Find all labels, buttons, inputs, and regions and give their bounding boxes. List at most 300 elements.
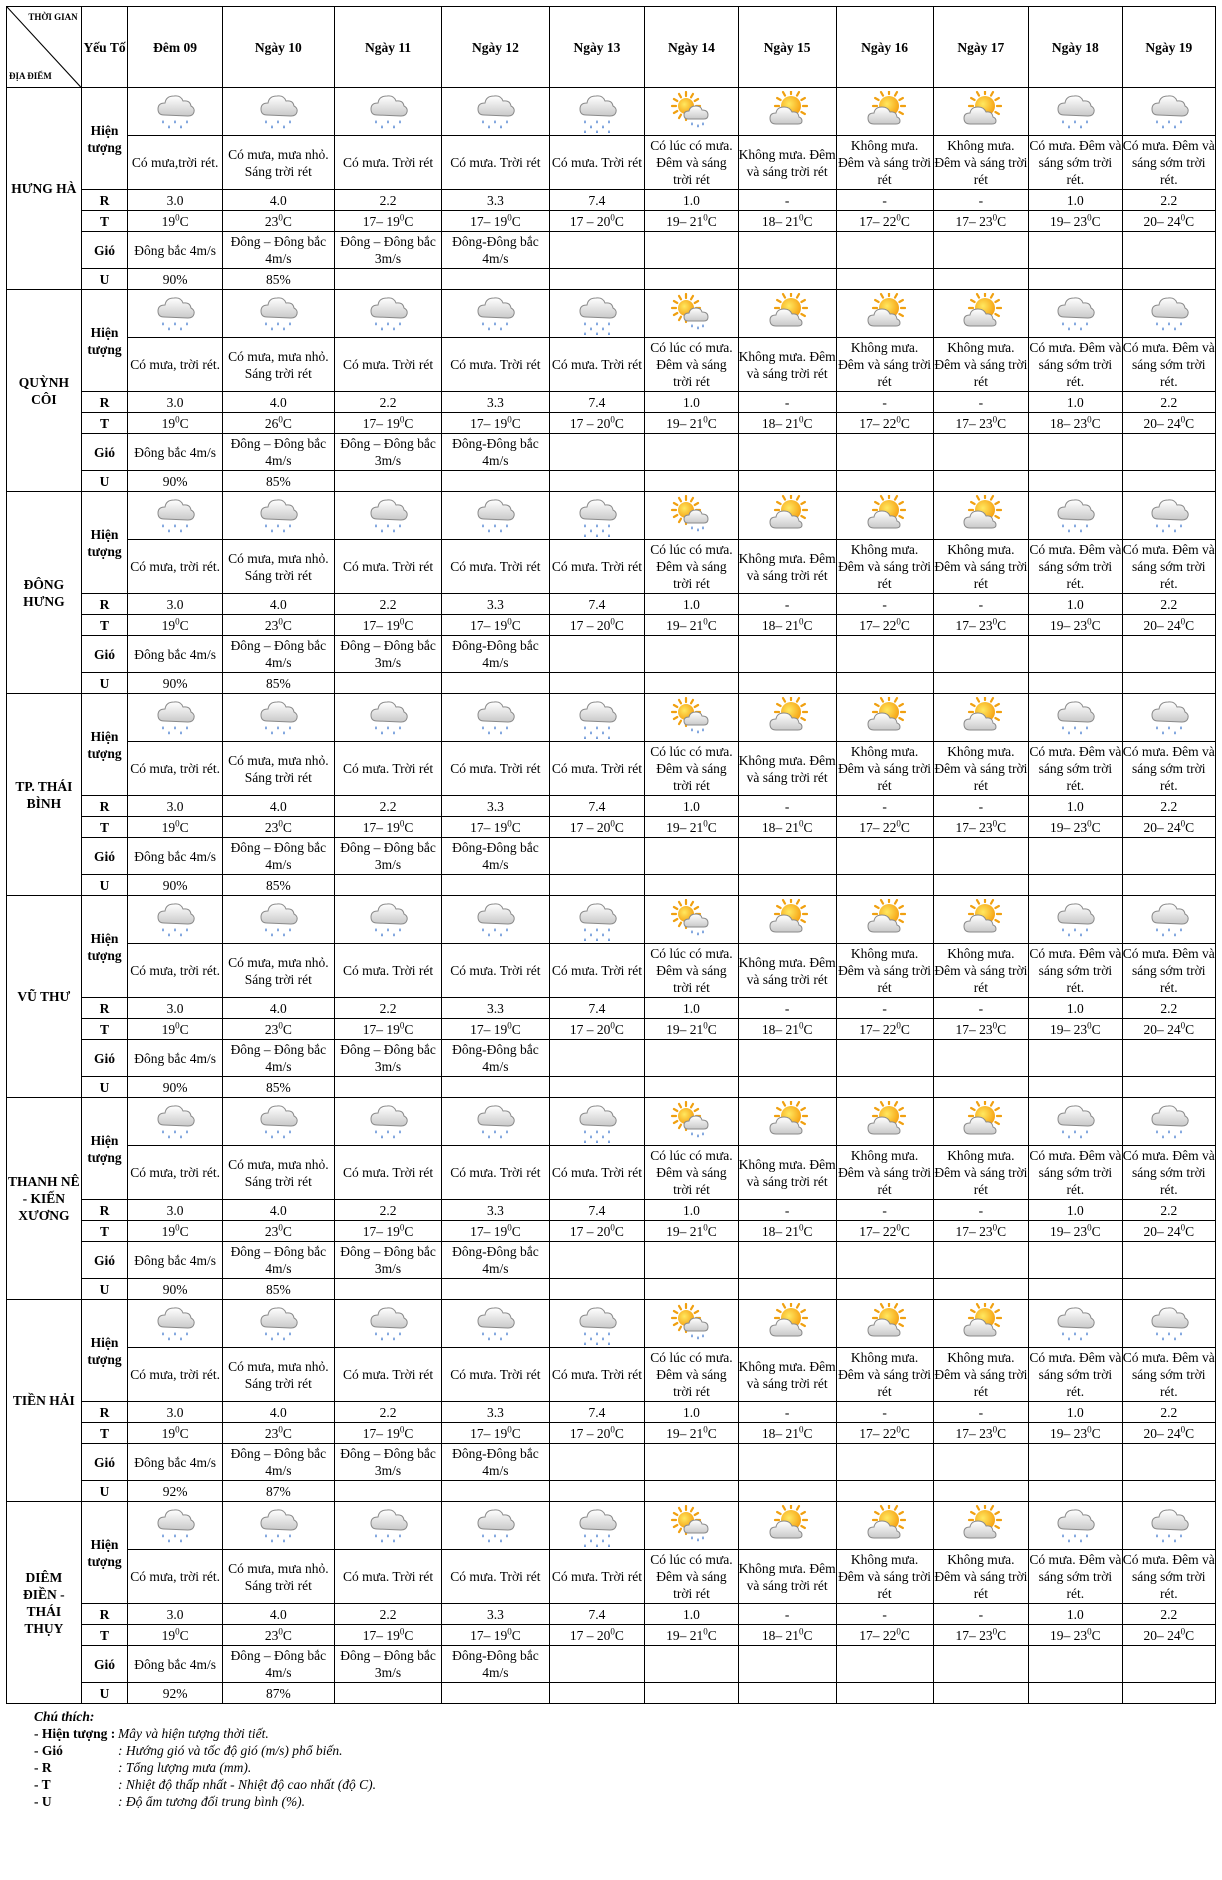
weather-icon-cell <box>128 290 223 338</box>
weather-icon-cell <box>442 1098 549 1146</box>
phenomenon-cell: Có lúc có mưa. Đêm và sáng trời rét <box>645 1550 738 1604</box>
temp-cell <box>645 1019 738 1040</box>
wind-cell: Đông – Đông bắc 4m/s <box>222 434 334 471</box>
temp-unit: C <box>614 1223 624 1239</box>
phenomenon-icon-row <box>7 88 1216 136</box>
temp-unit: C <box>707 1021 717 1037</box>
sun-cloud-rain-icon <box>645 91 737 133</box>
temp-unit: C <box>282 1425 292 1441</box>
weather-icon-cell <box>128 694 223 742</box>
phenomenon-cell: Không mưa. Đêm và sáng trời rét <box>738 1550 836 1604</box>
wind-cell <box>549 232 645 269</box>
temp-value: 17– 23 <box>955 1425 993 1441</box>
humidity-row <box>7 1279 1216 1300</box>
rain-row <box>7 190 1216 211</box>
humidity-cell <box>933 1683 1029 1704</box>
wind-cell <box>549 1242 645 1279</box>
phenomenon-cell: Có mưa. Trời rét <box>549 944 645 998</box>
degree-sign: 0 <box>896 818 901 828</box>
temp-cell <box>334 413 441 434</box>
temp-unit: C <box>614 213 624 229</box>
temp-cell <box>222 817 334 838</box>
degree-sign: 0 <box>896 1424 901 1434</box>
degree-sign: 0 <box>507 616 512 626</box>
temp-value: 23 <box>264 1425 279 1441</box>
note-line <box>34 1725 1216 1742</box>
temp-value: 17– 22 <box>859 415 897 431</box>
weather-icon-cell <box>933 1300 1029 1348</box>
temp-cell <box>1122 615 1215 636</box>
phenomenon-cell: Có mưa. Trời rét <box>334 944 441 998</box>
degree-sign: 0 <box>703 818 708 828</box>
phenomenon-cell: Có mưa. Đêm và sáng sớm trời rét. <box>1122 944 1215 998</box>
partly-sunny-icon <box>837 899 933 941</box>
heavy-rain-cloud-icon <box>550 293 645 335</box>
rain-cloud-icon <box>128 899 222 941</box>
temp-unit: C <box>900 213 910 229</box>
temp-cell <box>645 1221 738 1242</box>
rain-cell: - <box>738 796 836 817</box>
rain-cell: 1.0 <box>1029 1604 1122 1625</box>
temp-cell <box>933 1423 1029 1444</box>
humidity-cell <box>334 673 441 694</box>
wind-cell: Đông bắc 4m/s <box>128 1444 223 1481</box>
rain-cloud-icon <box>1123 293 1215 335</box>
weather-icon-cell <box>738 290 836 338</box>
phenomenon-cell: Có mưa. Trời rét <box>442 944 549 998</box>
rain-cell: 2.2 <box>334 1402 441 1423</box>
phenomenon-cell: Có mưa. Đêm và sáng sớm trời rét. <box>1029 742 1122 796</box>
humidity-label: U <box>81 1077 128 1098</box>
phenomenon-cell: Không mưa. Đêm và sáng trời rét <box>738 338 836 392</box>
phenomenon-cell: Có mưa. Đêm và sáng sớm trời rét. <box>1029 540 1122 594</box>
temp-unit: C <box>803 1223 813 1239</box>
phenomenon-label: Hiện tượng <box>81 1300 128 1402</box>
degree-sign: 0 <box>798 818 804 828</box>
wind-cell <box>933 1242 1029 1279</box>
wind-cell: Đông bắc 4m/s <box>128 434 223 471</box>
partly-sunny-icon <box>739 1101 836 1143</box>
temp-cell <box>738 211 836 232</box>
temp-unit: C <box>282 1223 292 1239</box>
temp-value: 18– 21 <box>761 415 799 431</box>
rain-row <box>7 1402 1216 1423</box>
temp-unit: C <box>1185 1425 1195 1441</box>
degree-sign: 0 <box>992 212 998 222</box>
humidity-cell: 87% <box>222 1481 334 1502</box>
weather-icon-cell <box>334 1300 441 1348</box>
degree-sign: 0 <box>896 1626 901 1636</box>
temp-unit: C <box>1185 819 1195 835</box>
phenomenon-cell: Có mưa. Trời rét <box>549 540 645 594</box>
note-key: - T <box>34 1777 51 1792</box>
phenomenon-cell: Không mưa. Đêm và sáng trời rét <box>738 944 836 998</box>
temp-cell <box>933 615 1029 636</box>
rain-cell: 3.3 <box>442 1604 549 1625</box>
phenomenon-cell: Có mưa, mưa nhỏ. Sáng trời rét <box>222 1348 334 1402</box>
rain-cell: 1.0 <box>645 998 738 1019</box>
corner-top-label: THỜI GIAN <box>28 12 78 22</box>
humidity-cell <box>334 875 441 896</box>
humidity-cell <box>645 471 738 492</box>
humidity-cell <box>442 875 549 896</box>
phenomenon-cell: Không mưa. Đêm và sáng trời rét <box>836 1146 933 1200</box>
rain-cell: 3.0 <box>128 392 223 413</box>
day-header: Đêm 09 <box>128 7 223 88</box>
rain-cloud-icon <box>335 899 441 941</box>
degree-sign: 0 <box>399 1222 405 1232</box>
wind-cell <box>738 636 836 673</box>
weather-icon-cell <box>222 88 334 136</box>
weather-icon-cell <box>933 290 1029 338</box>
degree-sign: 0 <box>175 414 180 424</box>
sun-cloud-rain-icon <box>645 1101 737 1143</box>
phenomenon-cell: Có mưa. Trời rét <box>549 1348 645 1402</box>
wind-cell: Đông – Đông bắc 3m/s <box>334 1040 441 1077</box>
phenomenon-cell: Có mưa. Đêm và sáng sớm trời rét. <box>1029 944 1122 998</box>
rain-row <box>7 796 1216 817</box>
temp-cell <box>128 615 223 636</box>
temp-value: 20– 24 <box>1143 213 1181 229</box>
weather-icon-cell <box>442 1300 549 1348</box>
temp-unit: C <box>179 213 189 229</box>
wind-cell <box>738 1444 836 1481</box>
temp-unit: C <box>997 1223 1007 1239</box>
temp-value: 23 <box>264 1021 279 1037</box>
humidity-cell <box>549 1481 645 1502</box>
phenomenon-cell: Có lúc có mưa. Đêm và sáng trời rét <box>645 1348 738 1402</box>
temp-unit: C <box>1091 213 1101 229</box>
weather-icon-cell <box>1029 88 1122 136</box>
weather-icon-cell <box>738 1300 836 1348</box>
temp-cell <box>738 1221 836 1242</box>
wind-cell <box>738 434 836 471</box>
wind-row <box>7 1242 1216 1279</box>
temp-unit: C <box>1091 617 1101 633</box>
degree-sign: 0 <box>175 1222 180 1232</box>
degree-sign: 0 <box>798 1424 804 1434</box>
weather-icon-cell <box>128 1502 223 1550</box>
wind-cell <box>1029 636 1122 673</box>
temp-unit: C <box>404 1425 414 1441</box>
wind-cell: Đông – Đông bắc 3m/s <box>334 838 441 875</box>
factor-header: Yếu Tố <box>81 7 128 88</box>
forecast-document <box>6 6 1216 1810</box>
rain-cell: 4.0 <box>222 392 334 413</box>
degree-sign: 0 <box>992 1424 998 1434</box>
degree-sign: 0 <box>610 1020 615 1030</box>
temp-unit: C <box>179 1425 189 1441</box>
weather-icon-cell <box>645 88 738 136</box>
degree-sign: 0 <box>798 1020 804 1030</box>
phenomenon-cell: Có mưa, mưa nhỏ. Sáng trời rét <box>222 338 334 392</box>
temp-value: 19– 21 <box>666 213 704 229</box>
humidity-cell <box>836 269 933 290</box>
humidity-cell <box>933 471 1029 492</box>
temp-cell <box>128 211 223 232</box>
rain-cloud-icon <box>442 91 548 133</box>
rain-cloud-icon <box>335 495 441 537</box>
humidity-cell <box>334 269 441 290</box>
wind-cell: Đông – Đông bắc 4m/s <box>222 1242 334 1279</box>
weather-icon-cell <box>549 694 645 742</box>
temp-value: 23 <box>264 1627 279 1643</box>
weather-icon-cell <box>738 896 836 944</box>
wind-cell: Đông-Đông bắc 4m/s <box>442 232 549 269</box>
weather-icon-cell <box>128 1098 223 1146</box>
temp-value: 17– 23 <box>955 415 993 431</box>
location-name: TP. THÁI BÌNH <box>7 694 82 896</box>
wind-label: Gió <box>81 838 128 875</box>
wind-cell <box>933 1444 1029 1481</box>
wind-cell <box>1029 434 1122 471</box>
rain-cell: 3.0 <box>128 190 223 211</box>
weather-icon-cell <box>1029 896 1122 944</box>
temp-cell <box>222 211 334 232</box>
temp-cell <box>836 1625 933 1646</box>
wind-cell: Đông-Đông bắc 4m/s <box>442 838 549 875</box>
temp-value: 17– 19 <box>362 1223 400 1239</box>
temp-value: 23 <box>264 1223 279 1239</box>
weather-icon-cell <box>836 290 933 338</box>
phenomenon-cell: Không mưa. Đêm và sáng trời rét <box>933 944 1029 998</box>
temp-value: 17– 23 <box>955 213 993 229</box>
degree-sign: 0 <box>175 212 180 222</box>
temp-unit: C <box>404 617 414 633</box>
phenomenon-cell: Có lúc có mưa. Đêm và sáng trời rét <box>645 540 738 594</box>
humidity-row <box>7 673 1216 694</box>
phenomenon-cell: Có mưa, trời rét. <box>128 944 223 998</box>
degree-sign: 0 <box>703 616 708 626</box>
humidity-label: U <box>81 471 128 492</box>
temp-cell <box>549 615 645 636</box>
wind-cell <box>549 636 645 673</box>
temp-unit: C <box>179 617 189 633</box>
wind-cell <box>836 1242 933 1279</box>
rain-cell: - <box>738 594 836 615</box>
degree-sign: 0 <box>896 616 901 626</box>
heavy-rain-cloud-icon <box>550 1505 645 1547</box>
temp-unit: C <box>1185 1021 1195 1037</box>
rain-cell: - <box>738 190 836 211</box>
rain-cell: 2.2 <box>1122 392 1215 413</box>
weather-icon-cell <box>645 694 738 742</box>
day-header: Ngày 14 <box>645 7 738 88</box>
humidity-cell <box>933 269 1029 290</box>
humidity-cell <box>836 1481 933 1502</box>
temp-cell <box>549 1423 645 1444</box>
temp-cell <box>442 1423 549 1444</box>
temp-cell <box>836 1221 933 1242</box>
degree-sign: 0 <box>175 818 180 828</box>
wind-cell <box>738 1242 836 1279</box>
phenomenon-cell: Có lúc có mưa. Đêm và sáng trời rét <box>645 742 738 796</box>
wind-cell: Đông-Đông bắc 4m/s <box>442 1444 549 1481</box>
temp-cell <box>1122 413 1215 434</box>
temp-unit: C <box>1185 1223 1195 1239</box>
temp-unit: C <box>803 1627 813 1643</box>
rain-cloud-icon <box>1123 697 1215 739</box>
phenomenon-text-row <box>7 338 1216 392</box>
temp-unit: C <box>707 819 717 835</box>
wind-cell: Đông bắc 4m/s <box>128 1242 223 1279</box>
note-text: : Độ ẩm tương đối trung bình (%). <box>118 1794 306 1809</box>
rain-cell: - <box>933 998 1029 1019</box>
temp-value: 19– 23 <box>1050 1425 1088 1441</box>
temp-unit: C <box>803 819 813 835</box>
location-name: TIỀN HẢI <box>7 1300 82 1502</box>
wind-cell <box>738 1040 836 1077</box>
degree-sign: 0 <box>798 616 804 626</box>
weather-icon-cell <box>222 694 334 742</box>
phenomenon-cell: Có mưa. Đêm và sáng sớm trời rét. <box>1122 1550 1215 1604</box>
humidity-row <box>7 875 1216 896</box>
temp-label: T <box>81 211 128 232</box>
wind-cell <box>836 1646 933 1683</box>
temp-cell <box>738 1625 836 1646</box>
humidity-cell <box>334 471 441 492</box>
temp-value: 18– 21 <box>761 819 799 835</box>
weather-icon-cell <box>222 1300 334 1348</box>
wind-cell: Đông-Đông bắc 4m/s <box>442 1242 549 1279</box>
temp-value: 19– 21 <box>666 819 704 835</box>
temp-value: 19– 23 <box>1050 1627 1088 1643</box>
weather-icon-cell <box>549 1502 645 1550</box>
wind-cell <box>1122 232 1215 269</box>
degree-sign: 0 <box>175 1626 180 1636</box>
humidity-cell <box>442 673 549 694</box>
rain-cloud-icon <box>223 495 334 537</box>
wind-cell <box>1122 1040 1215 1077</box>
phenomenon-cell: Có mưa. Đêm và sáng sớm trời rét. <box>1122 1348 1215 1402</box>
degree-sign: 0 <box>399 212 405 222</box>
temp-cell <box>933 1019 1029 1040</box>
degree-sign: 0 <box>896 1020 901 1030</box>
humidity-cell <box>645 1279 738 1300</box>
wind-cell: Đông-Đông bắc 4m/s <box>442 1040 549 1077</box>
weather-icon-cell <box>334 694 441 742</box>
temp-cell <box>1122 817 1215 838</box>
humidity-cell <box>549 1077 645 1098</box>
degree-sign: 0 <box>507 818 512 828</box>
humidity-label: U <box>81 1683 128 1704</box>
weather-icon-cell <box>1029 694 1122 742</box>
humidity-cell <box>442 1077 549 1098</box>
humidity-cell: 90% <box>128 269 223 290</box>
degree-sign: 0 <box>1087 212 1092 222</box>
humidity-cell <box>1122 673 1215 694</box>
temp-cell <box>128 1221 223 1242</box>
temp-cell <box>738 1019 836 1040</box>
temp-row <box>7 1221 1216 1242</box>
wind-cell <box>836 232 933 269</box>
partly-sunny-icon <box>934 293 1029 335</box>
humidity-cell <box>933 875 1029 896</box>
day-header: Ngày 15 <box>738 7 836 88</box>
wind-cell <box>1122 1646 1215 1683</box>
temp-unit: C <box>511 1223 521 1239</box>
rain-cell: - <box>738 392 836 413</box>
temp-value: 17 – 20 <box>569 1627 611 1643</box>
humidity-cell <box>836 1683 933 1704</box>
corner-bottom-label: ĐỊA ĐIỂM <box>9 71 52 81</box>
rain-cell: 1.0 <box>1029 190 1122 211</box>
degree-sign: 0 <box>1087 1222 1092 1232</box>
temp-unit: C <box>1091 415 1101 431</box>
weather-icon-cell <box>442 1502 549 1550</box>
weather-icon-cell <box>738 1502 836 1550</box>
weather-icon-cell <box>738 492 836 540</box>
rain-cloud-icon <box>128 91 222 133</box>
rain-cloud-icon <box>442 1101 548 1143</box>
phenomenon-cell: Có mưa. Trời rét <box>334 1146 441 1200</box>
temp-cell <box>334 1423 441 1444</box>
heavy-rain-cloud-icon <box>550 899 645 941</box>
location-name: QUỲNH CÔI <box>7 290 82 492</box>
temp-cell <box>128 817 223 838</box>
rain-cell: 3.0 <box>128 1402 223 1423</box>
degree-sign: 0 <box>1087 818 1092 828</box>
humidity-cell <box>1122 269 1215 290</box>
phenomenon-cell: Có mưa. Trời rét <box>334 1348 441 1402</box>
temp-unit: C <box>707 1425 717 1441</box>
humidity-cell: 90% <box>128 471 223 492</box>
location-name: VŨ THƯ <box>7 896 82 1098</box>
rain-cell: 3.3 <box>442 1200 549 1221</box>
temp-cell <box>933 413 1029 434</box>
temp-value: 17– 19 <box>470 415 508 431</box>
wind-cell: Đông-Đông bắc 4m/s <box>442 434 549 471</box>
rain-cell: 2.2 <box>334 998 441 1019</box>
phenomenon-cell: Không mưa. Đêm và sáng trời rét <box>836 944 933 998</box>
weather-icon-cell <box>1122 1300 1215 1348</box>
temp-cell <box>128 1423 223 1444</box>
temp-value: 18– 23 <box>1050 415 1088 431</box>
temp-unit: C <box>511 1021 521 1037</box>
wind-cell <box>1029 1646 1122 1683</box>
rain-cell: - <box>933 594 1029 615</box>
temp-unit: C <box>282 617 292 633</box>
rain-cell: 1.0 <box>645 1604 738 1625</box>
phenomenon-text-row <box>7 540 1216 594</box>
temp-value: 17– 22 <box>859 1425 897 1441</box>
temp-cell <box>334 1019 441 1040</box>
temp-unit: C <box>707 617 717 633</box>
weather-icon-cell <box>1122 1098 1215 1146</box>
weather-icon-cell <box>222 896 334 944</box>
rain-cell: 1.0 <box>1029 1200 1122 1221</box>
temp-unit: C <box>614 1021 624 1037</box>
rain-cell: 2.2 <box>334 796 441 817</box>
weather-icon-cell <box>1029 1502 1122 1550</box>
temp-value: 19– 21 <box>666 415 704 431</box>
degree-sign: 0 <box>507 1424 512 1434</box>
temp-unit: C <box>1185 1627 1195 1643</box>
weather-icon-cell <box>549 492 645 540</box>
temp-unit: C <box>511 819 521 835</box>
phenomenon-icon-row <box>7 492 1216 540</box>
wind-cell: Đông-Đông bắc 4m/s <box>442 1646 549 1683</box>
rain-cell: 2.2 <box>334 1200 441 1221</box>
rain-label: R <box>81 594 128 615</box>
degree-sign: 0 <box>992 1222 998 1232</box>
rain-cell: 3.3 <box>442 190 549 211</box>
rain-cell: 4.0 <box>222 1402 334 1423</box>
temp-unit: C <box>179 1223 189 1239</box>
phenomenon-cell: Có mưa, mưa nhỏ. Sáng trời rét <box>222 1550 334 1604</box>
rain-cell: 3.0 <box>128 998 223 1019</box>
temp-cell <box>738 817 836 838</box>
